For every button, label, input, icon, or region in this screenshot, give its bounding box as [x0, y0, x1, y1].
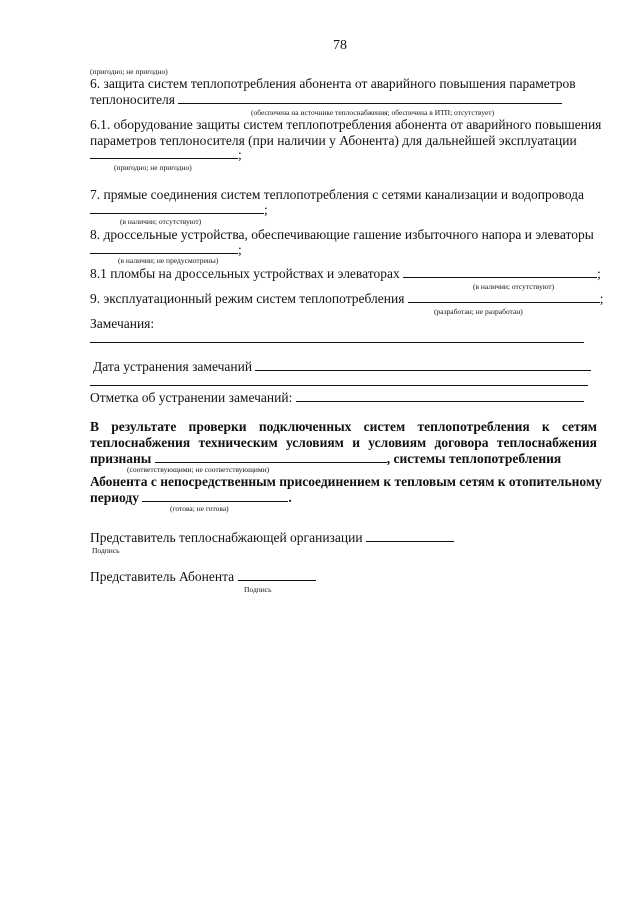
conclusion-line3: признаны , системы теплопотребления	[90, 451, 562, 466]
conclusion-line4: Абонента с непосредственным присоединением к тепловым сетям к отопительному	[90, 474, 602, 489]
item8-line1: 8. дроссельные устройства, обеспечивающие гашение избыточного напора и элеваторы	[90, 227, 594, 242]
item7-line1: 7. прямые соединения систем теплопотребления с сетями канализации и водопровода	[90, 187, 584, 202]
top-note: (пригодно; не пригодно)	[90, 67, 168, 76]
item6-line2: теплоносителя	[90, 92, 562, 108]
item9-note: (разработан; не разработан)	[434, 307, 523, 316]
item8-blank[interactable]	[90, 242, 238, 254]
item9-blank[interactable]	[408, 291, 600, 303]
item7-blank[interactable]	[90, 202, 264, 214]
rep-subscriber-signature[interactable]	[238, 569, 316, 581]
remarks-label: Замечания:	[90, 316, 155, 331]
fix-mark-blank[interactable]	[296, 390, 584, 402]
item8-note: (в наличии; не предусмотрены)	[118, 256, 219, 265]
rep-supplier-signature[interactable]	[366, 530, 454, 542]
fix-date-row: Дата устранения замечаний	[93, 359, 591, 375]
item6-blank[interactable]	[178, 92, 562, 104]
item61-line2: параметров теплоносителя (при наличии у Абонента) для дальнейшей эксплуатации	[90, 133, 577, 148]
rep-supplier-row: Представитель теплоснабжающей организации	[90, 530, 454, 546]
fix-date-blank[interactable]	[255, 359, 591, 371]
item6-line1: 6. защита систем теплопотребления абонента от аварийного повышения параметров	[90, 76, 576, 91]
conclusion-line2: теплоснабжения техническим условиям и условиям договора теплоснабжения	[90, 435, 597, 450]
item61-line1: 6.1. оборудование защиты систем теплопотребления абонента от аварийного повышения	[90, 117, 602, 132]
conclusion-note2: (готова; не готова)	[170, 504, 229, 513]
item9-line1: 9. эксплуатационный режим систем теплопотребления ;	[90, 291, 604, 306]
conclusion-note1: (соответствующими; не соответствующими)	[127, 465, 270, 474]
rep-subscriber-sign-note: Подпись	[244, 585, 272, 594]
conclusion-blank2[interactable]	[142, 490, 288, 502]
item61-blank[interactable]	[90, 147, 238, 159]
conclusion-line5: периоду .	[90, 490, 292, 505]
item61-answer: ;	[90, 147, 242, 163]
item81-line1: 8.1 пломбы на дроссельных устройствах и элеваторах ;	[90, 266, 601, 281]
page-number: 78	[333, 38, 347, 53]
rep-supplier-sign-note: Подпись	[92, 546, 120, 555]
rep-subscriber-row: Представитель Абонента	[90, 569, 316, 585]
fix-mark-row: Отметка об устранении замечаний:	[90, 390, 584, 406]
item81-note: (в наличии; отсутствуют)	[473, 282, 555, 291]
item81-blank[interactable]	[403, 266, 597, 278]
fix-extra-line[interactable]	[90, 385, 588, 386]
item7-note: (в наличии; отсутствуют)	[120, 217, 202, 226]
remarks-line[interactable]	[90, 342, 584, 343]
item8-answer: ;	[90, 242, 242, 258]
conclusion-line1: В результате проверки подключенных систем теплопотребления к сетям	[90, 419, 597, 434]
item7-answer: ;	[90, 202, 268, 218]
conclusion-blank1[interactable]	[155, 451, 387, 463]
item61-note: (пригодно; не пригодно)	[114, 163, 192, 172]
item6-note: (обеспечена на источнике теплоснабжения; обеспечена в ИТП; отсутствует)	[251, 108, 495, 117]
